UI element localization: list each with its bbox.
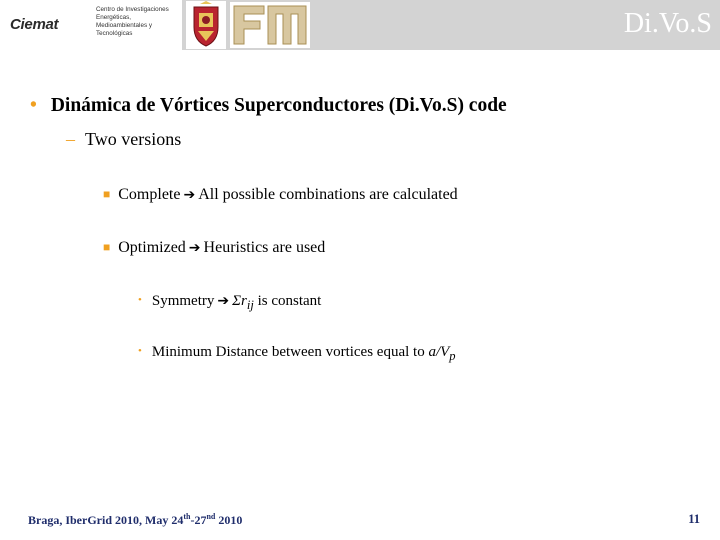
fm-logo xyxy=(230,2,310,48)
header-bar xyxy=(0,0,720,50)
footer-post: 2010 xyxy=(215,513,243,527)
dot-bullet-icon: • xyxy=(138,345,142,357)
bullet-level1 xyxy=(30,95,507,117)
ucm-crest-logo xyxy=(186,1,226,49)
ciemat-wordmark: Ciemat xyxy=(10,16,59,33)
dot-bullet-icon: • xyxy=(138,294,142,306)
square-bullet-icon: ■ xyxy=(103,240,111,254)
min-distance-expr: a/V xyxy=(428,344,450,360)
bullet-complete xyxy=(103,186,458,204)
bullet-level2-text: Two versions xyxy=(85,129,182,149)
footer-sup-th: th xyxy=(183,512,191,521)
footer-sup-nd: nd xyxy=(206,512,216,521)
header-title: Di.Vo.S xyxy=(623,8,712,39)
ciemat-caption: Centro de Investigaciones Energéticas, Medioambientales y Tecnológicas xyxy=(96,6,169,37)
bullet-level1-text: Dinámica de Vórtices Superconductores (Di.Vo.S) code xyxy=(50,95,507,116)
symmetry-label: Symmetry xyxy=(151,293,215,309)
bullet-symmetry xyxy=(138,293,321,313)
min-distance-text: Minimum Distance between vortices equal to xyxy=(151,344,425,360)
sigma-r: Σr xyxy=(232,293,247,309)
page-number: 11 xyxy=(688,512,700,526)
footer-mid: -27 xyxy=(190,513,207,527)
dash-icon: – xyxy=(66,129,75,149)
optimized-text: Heuristics are used xyxy=(203,239,326,256)
optimized-label: Optimized xyxy=(118,239,186,256)
bullet-optimized xyxy=(103,239,325,257)
arrow-right-icon: ➔ xyxy=(183,187,196,203)
arrow-right-icon: ➔ xyxy=(188,240,201,256)
sigma-sub: ij xyxy=(246,298,254,312)
complete-label: Complete xyxy=(118,186,181,203)
arrow-right-icon: ➔ xyxy=(217,293,230,309)
ciemat-logo xyxy=(0,0,182,50)
complete-text: All possible combinations are calculated xyxy=(198,186,458,203)
footer-citation xyxy=(28,512,242,528)
symmetry-text: is constant xyxy=(257,293,322,309)
bullet-dot-icon: • xyxy=(30,95,37,116)
bullet-min-distance xyxy=(138,344,456,364)
bullet-level2 xyxy=(66,129,181,150)
footer-pre: Braga, IberGrid 2010, May 24 xyxy=(28,513,184,527)
min-distance-sub: p xyxy=(449,349,456,363)
square-bullet-icon: ■ xyxy=(103,187,111,201)
